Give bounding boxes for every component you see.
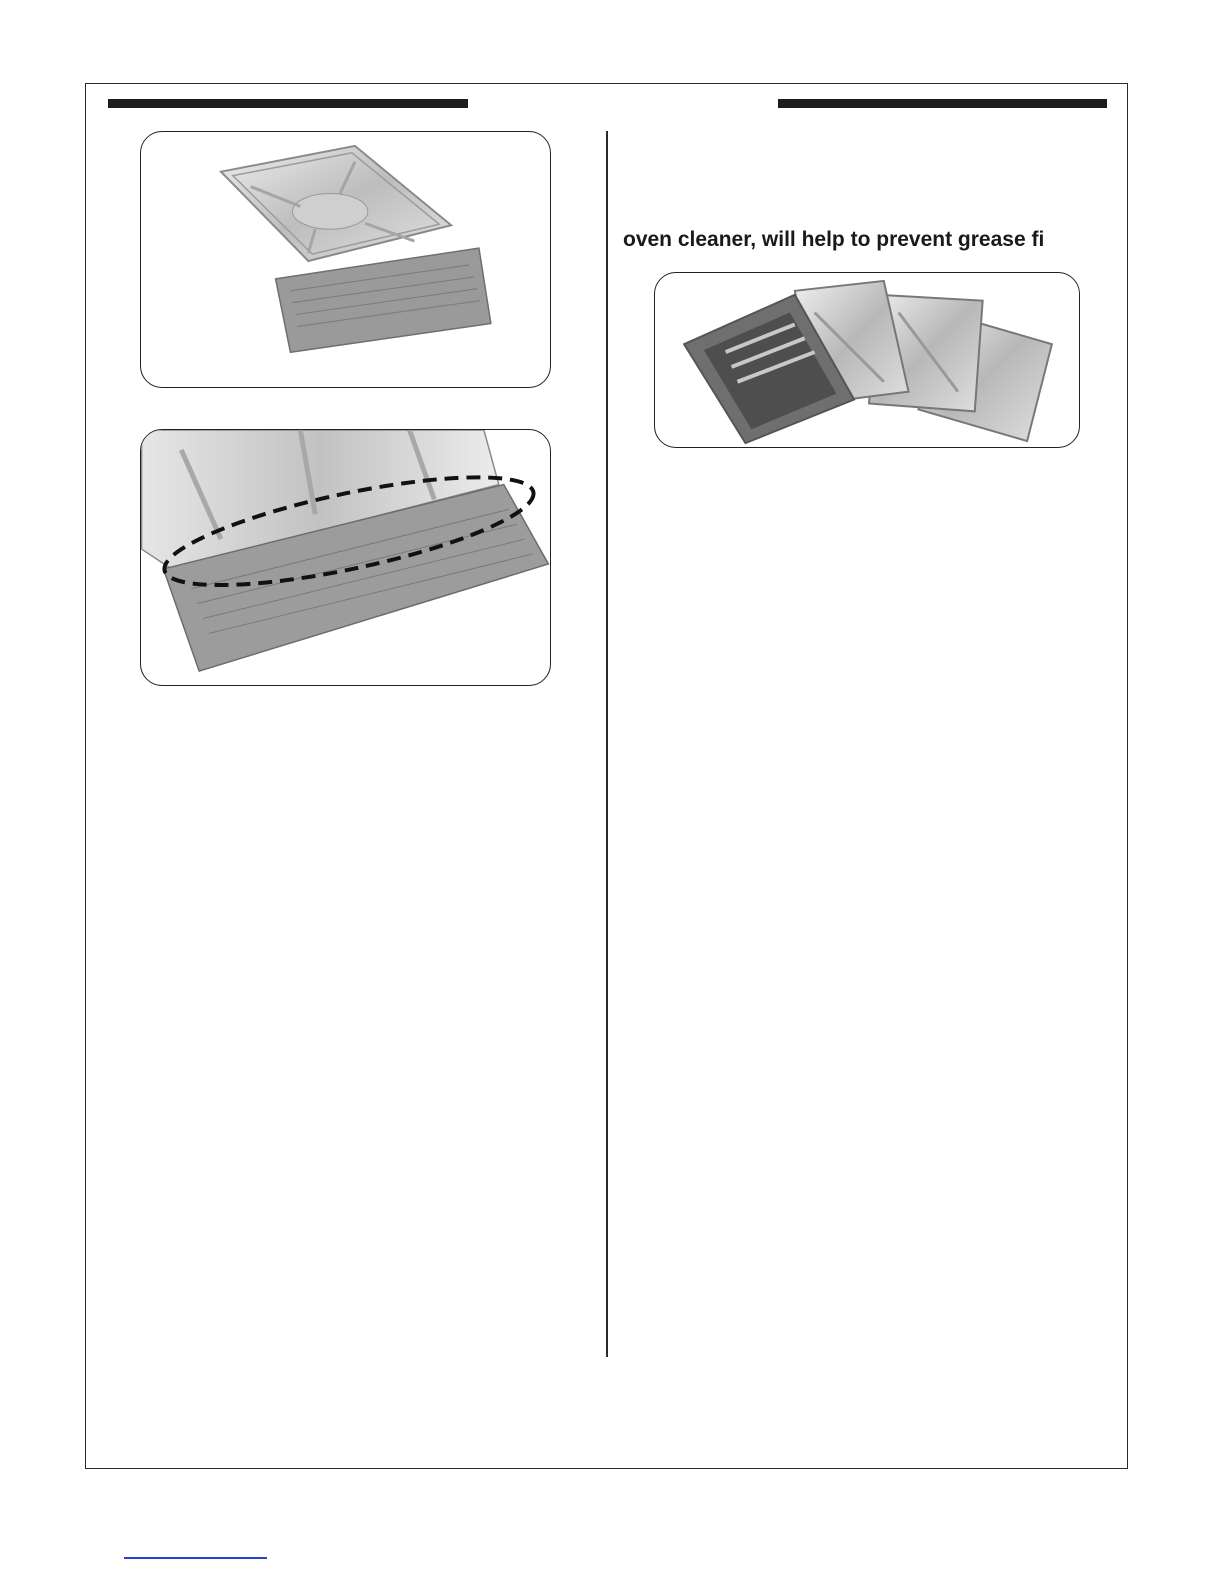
body-text: oven cleaner, will help to prevent grease fi	[623, 228, 1045, 251]
drip-tray-photo	[140, 131, 551, 388]
footer-link-underline[interactable]	[124, 1557, 267, 1559]
tab-closeup-photo	[140, 429, 551, 686]
foil-drip-tray-with-tab-icon	[141, 132, 550, 387]
stacked-drip-tray-liners-icon	[655, 273, 1079, 447]
header-rule-right	[778, 99, 1107, 108]
column-divider	[606, 131, 608, 1357]
drip-tray-tab-closeup-icon	[141, 430, 550, 685]
liners-photo	[654, 272, 1080, 448]
header-rule-left	[108, 99, 468, 108]
